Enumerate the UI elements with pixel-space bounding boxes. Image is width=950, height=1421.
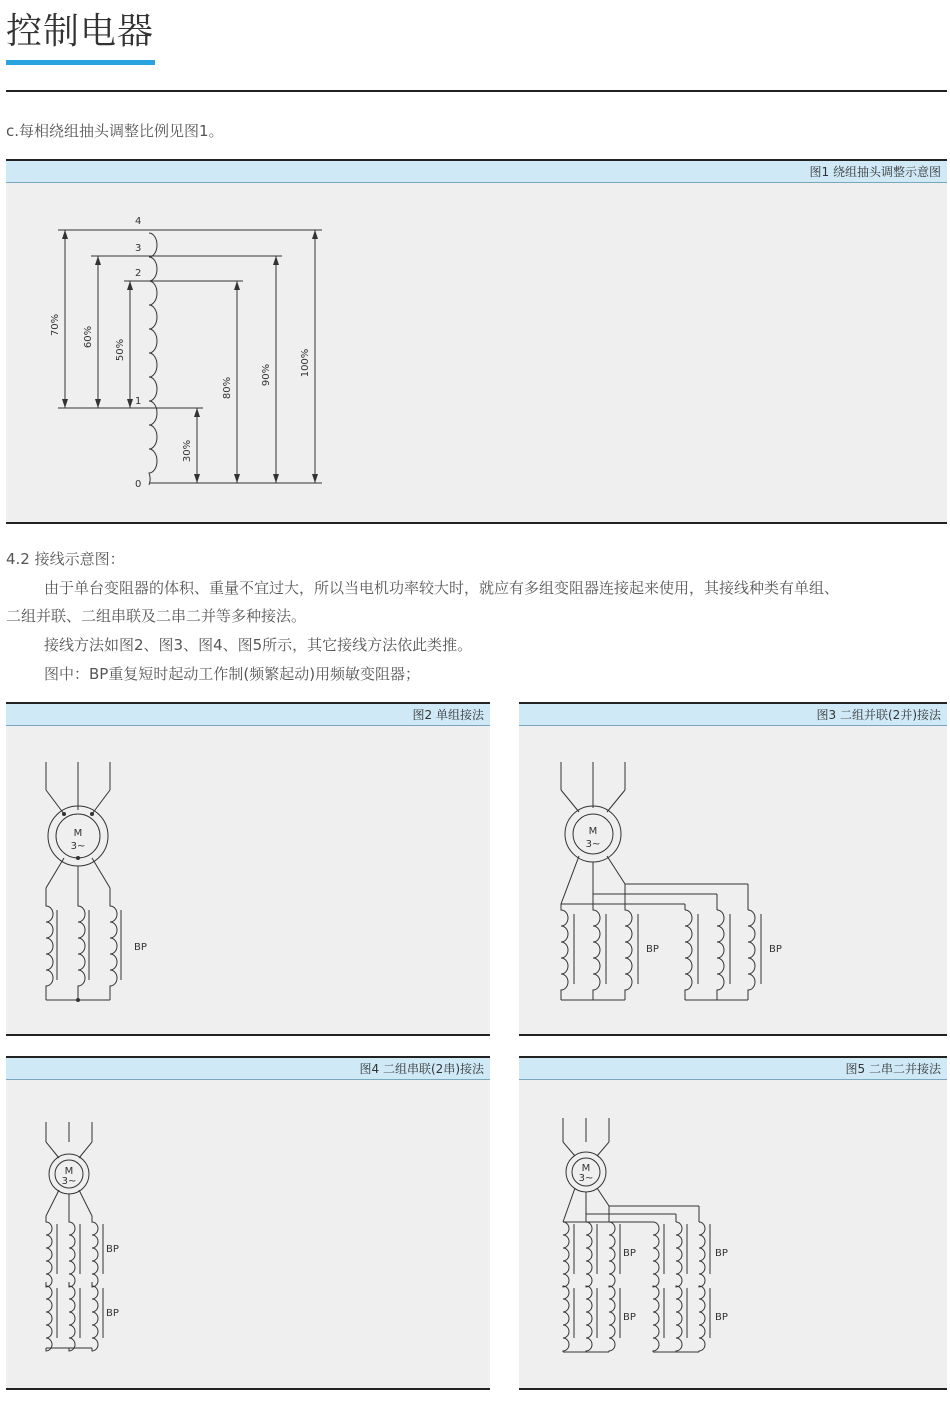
figure4-diagram <box>6 1082 490 1388</box>
pct-label-60: 60% <box>83 325 94 349</box>
pct-label-100: 100% <box>300 348 311 378</box>
figure1-diagram <box>6 185 947 522</box>
pct-label-30: 30% <box>182 439 193 463</box>
paragraph-1-line-1: 由于单台变阻器的体积、重量不宜过大，所以当电机功率较大时，就应有多组变阻器连接起来使用，其接线种类有单组、 <box>44 579 840 597</box>
resistor-block-left <box>563 1206 636 1352</box>
tap-label-3: 3 <box>135 243 142 254</box>
motor-label: M <box>581 1163 591 1174</box>
figure1-panel <box>6 159 947 524</box>
title-underline <box>6 60 155 65</box>
motor-sub-label: 3~ <box>61 1176 77 1187</box>
resistor-label-1: BP <box>623 1248 636 1259</box>
motor-symbol <box>563 1118 609 1222</box>
pct-label-70: 70% <box>50 313 61 337</box>
tap-label-4: 4 <box>135 216 142 227</box>
figure3-panel <box>519 702 947 1036</box>
bus-lines <box>561 884 748 910</box>
header-divider <box>6 90 947 92</box>
figure3-caption: 图3 二组并联(2并)接法 <box>519 704 947 726</box>
figure5-panel <box>519 1056 947 1390</box>
paragraph-1-line-2: 二组并联、二组串联及二串二并等多种接法。 <box>6 607 307 625</box>
figure4-panel <box>6 1056 490 1390</box>
paragraph-3: 图中：BP重复短时起动工作制(频繁起动)用频敏变阻器； <box>44 665 421 683</box>
resistor-label-3: BP <box>715 1248 728 1259</box>
resistor-label-2: BP <box>623 1312 636 1323</box>
resistor-group-2 <box>685 910 782 1000</box>
resistor-label-upper: BP <box>106 1244 119 1255</box>
tap-label-1: 1 <box>135 396 142 407</box>
motor-symbol <box>46 762 110 904</box>
figure2-diagram <box>6 728 490 1034</box>
motor-symbol <box>561 762 625 904</box>
motor-label: M <box>73 828 83 839</box>
resistor-block-right <box>653 1222 728 1352</box>
intro-text: c.每相绕组抽头调整比例见图1。 <box>6 122 224 140</box>
resistor-label: BP <box>134 942 147 953</box>
tapped-coil <box>149 233 157 485</box>
pct-label-80: 80% <box>222 376 233 400</box>
resistor-label-2: BP <box>769 944 782 955</box>
figure3-diagram <box>519 728 947 1034</box>
motor-sub-label: 3~ <box>578 1173 594 1184</box>
motor-sub-label: 3~ <box>585 839 601 850</box>
tap-label-0: 0 <box>135 479 142 490</box>
resistor-group-1 <box>561 884 659 1000</box>
motor-label: M <box>588 826 598 837</box>
pct-label-90: 90% <box>261 363 272 387</box>
pct-label-50: 50% <box>115 338 126 362</box>
figure4-caption: 图4 二组串联(2串)接法 <box>6 1058 490 1080</box>
page-title: 控制电器 <box>6 11 155 52</box>
figure5-diagram <box>519 1082 947 1388</box>
motor-symbol <box>46 1122 92 1216</box>
tap-label-2: 2 <box>135 268 142 279</box>
figure2-caption: 图2 单组接法 <box>6 704 490 726</box>
motor-sub-label: 3~ <box>70 841 86 852</box>
resistor-label-lower: BP <box>106 1308 119 1319</box>
resistor-group-lower <box>46 1282 119 1351</box>
figure1-caption: 图1 绕组抽头调整示意图 <box>6 161 947 183</box>
figure5-caption: 图5 二串二并接法 <box>519 1058 947 1080</box>
figure2-panel <box>6 702 490 1036</box>
section-heading: 4.2 接线示意图： <box>6 550 125 568</box>
resistor-group <box>46 888 147 1002</box>
paragraph-2: 接线方法如图2、图3、图4、图5所示，其它接线方法依此类推。 <box>44 636 473 654</box>
motor-label: M <box>64 1166 74 1177</box>
resistor-label-4: BP <box>715 1312 728 1323</box>
resistor-label-1: BP <box>646 944 659 955</box>
bus-lines <box>563 1206 699 1222</box>
resistor-group-upper <box>46 1216 119 1287</box>
